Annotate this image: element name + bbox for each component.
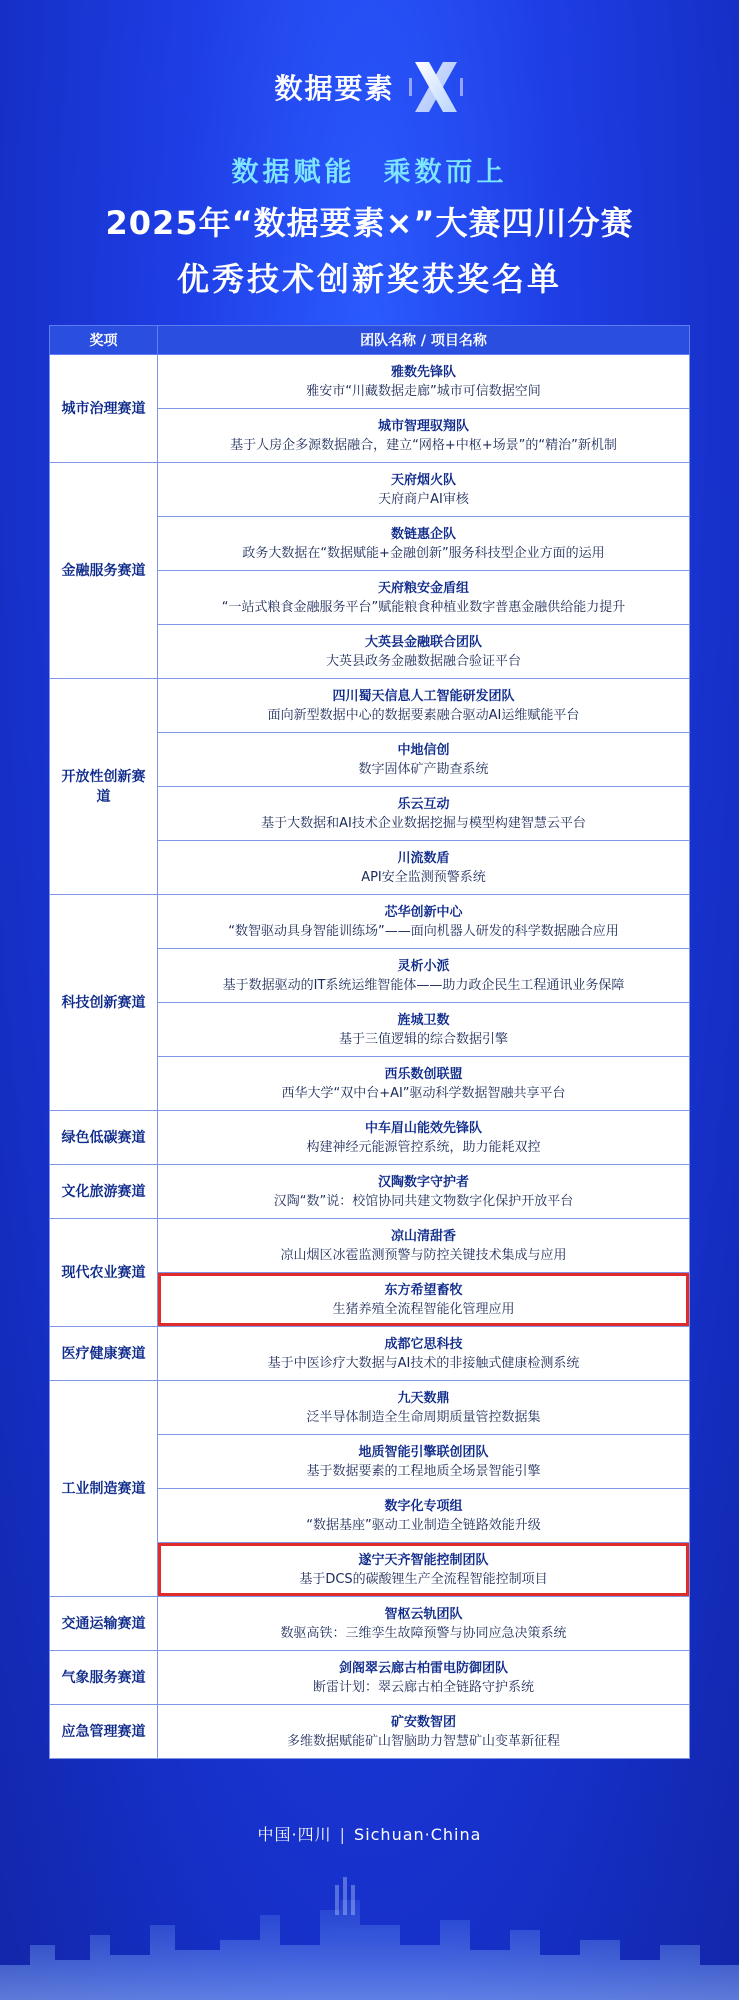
entry-cell [158, 625, 690, 679]
category-cell: 金融服务赛道 [50, 463, 158, 679]
entry-cell [158, 1435, 690, 1489]
entry-cell [158, 1705, 690, 1759]
project-name: 多维数据赋能矿山智脑助力智慧矿山变革新征程 [286, 1733, 560, 1749]
project-name: 基于人房企多源数据融合，建立“网格+中枢+场景”的“精治”新机制 [230, 437, 617, 453]
entry-cell [158, 787, 690, 841]
team-name: 芯华创新中心 [384, 904, 463, 920]
project-name: 基于数据驱动的IT系统运维智能体——助力政企民生工程通讯业务保障 [222, 977, 625, 993]
slogan-left: 数据赋能 [231, 157, 356, 188]
highlighted-entry-cell [158, 1543, 690, 1597]
project-name: 构建神经元能源管控系统，助力能耗双控 [306, 1139, 541, 1155]
logo-text: 数据要素 [274, 72, 395, 105]
team-name: 天府粮安金盾组 [377, 580, 469, 596]
entry-cell [158, 895, 690, 949]
table-row [50, 1219, 690, 1273]
project-name: 凉山烟区冰雹监测预警与防控关键技术集成与应用 [280, 1247, 567, 1263]
entry-cell [158, 1057, 690, 1111]
team-name: 西乐数创联盟 [384, 1066, 463, 1082]
table-row [50, 1165, 690, 1219]
team-name: 智枢云轨团队 [384, 1606, 463, 1622]
table-row [50, 895, 690, 949]
table-row [50, 1705, 690, 1759]
team-name: 地质智能引擎联创团队 [358, 1444, 489, 1460]
project-name: “一站式粮食金融服务平台”赋能粮食种植业数字普惠金融供给能力提升 [221, 599, 626, 615]
team-name: 数链惠企队 [390, 526, 456, 542]
table-row [50, 679, 690, 733]
x-multiply-icon [407, 58, 465, 116]
table-row [50, 1111, 690, 1165]
footer-separator: | [339, 1825, 347, 1844]
slogan [0, 150, 739, 189]
project-name: 生猪养殖全流程智能化管理应用 [332, 1301, 515, 1317]
entry-cell [158, 733, 690, 787]
footer-en: Sichuan·China [354, 1825, 482, 1844]
logo [0, 58, 739, 116]
project-name: “数据基座”驱动工业制造全链路效能升级 [306, 1517, 541, 1533]
team-name: 川流数盾 [397, 850, 450, 866]
table-row [50, 1597, 690, 1651]
col-award-header: 奖项 [50, 326, 158, 355]
project-name: 泛半导体制造全生命周期质量管控数据集 [306, 1409, 541, 1425]
category-cell: 气象服务赛道 [50, 1651, 158, 1705]
team-name: 城市智理驭翔队 [377, 418, 469, 434]
entry-cell [158, 1327, 690, 1381]
category-cell: 科技创新赛道 [50, 895, 158, 1111]
entry-cell [158, 355, 690, 409]
table-row [50, 1651, 690, 1705]
team-name: 东方希望畜牧 [384, 1282, 463, 1298]
team-name: 旌城卫数 [397, 1012, 450, 1028]
project-name: 基于三值逻辑的综合数据引擎 [338, 1031, 508, 1047]
category-cell: 工业制造赛道 [50, 1381, 158, 1597]
team-name: 四川蜀天信息人工智能研发团队 [332, 688, 515, 704]
footer-location [0, 1822, 739, 1845]
team-name: 成都它思科技 [384, 1336, 463, 1352]
entry-cell [158, 1111, 690, 1165]
category-cell: 开放性创新赛道 [50, 679, 158, 895]
entry-cell [158, 571, 690, 625]
entry-cell [158, 1651, 690, 1705]
project-name: API安全监测预警系统 [361, 869, 486, 885]
project-name: 断雷计划：翠云廊古柏全链路守护系统 [312, 1679, 534, 1695]
category-cell: 应急管理赛道 [50, 1705, 158, 1759]
team-name: 大英县金融联合团队 [364, 634, 482, 650]
slogan-right: 乘数而上 [383, 157, 508, 188]
category-cell: 城市治理赛道 [50, 355, 158, 463]
team-name: 灵析小派 [397, 958, 450, 974]
category-cell: 绿色低碳赛道 [50, 1111, 158, 1165]
category-cell: 交通运输赛道 [50, 1597, 158, 1651]
table-header-row [50, 326, 690, 355]
project-name: 政务大数据在“数据赋能+金融创新”服务科技型企业方面的运用 [242, 545, 605, 561]
project-name: 天府商户AI审核 [378, 491, 469, 507]
entry-cell [158, 679, 690, 733]
city-skyline-decoration [0, 1855, 739, 2000]
page-subtitle: 优秀技术创新奖获奖名单 [176, 260, 562, 298]
project-name: 面向新型数据中心的数据要素融合驱动AI运维赋能平台 [267, 707, 580, 723]
team-name: 雅数先锋队 [390, 364, 456, 380]
entry-cell [158, 1165, 690, 1219]
entry-cell [158, 1597, 690, 1651]
project-name: 雅安市“川藏数据走廊”城市可信数据空间 [306, 383, 541, 399]
entry-cell [158, 517, 690, 571]
entry-cell [158, 463, 690, 517]
entry-cell [158, 1381, 690, 1435]
category-cell: 医疗健康赛道 [50, 1327, 158, 1381]
team-name: 中车眉山能效先锋队 [364, 1120, 482, 1136]
project-name: 西华大学“双中台+AI”驱动科学数据智融共享平台 [281, 1085, 566, 1101]
page-title: 2025年“数据要素×”大赛四川分赛 [105, 204, 634, 242]
entry-cell [158, 409, 690, 463]
table-row [50, 463, 690, 517]
project-name: 基于大数据和AI技术企业数据挖掘与模型构建智慧云平台 [261, 815, 586, 831]
footer-cn: 中国·四川 [257, 1825, 332, 1844]
team-name: 汉陶数字守护者 [377, 1174, 469, 1190]
team-name: 矿安数智团 [390, 1714, 456, 1730]
team-name: 数字化专项组 [384, 1498, 463, 1514]
team-name: 天府烟火队 [390, 472, 456, 488]
category-cell: 文化旅游赛道 [50, 1165, 158, 1219]
entry-cell [158, 1489, 690, 1543]
entry-cell [158, 1003, 690, 1057]
project-name: 数字固体矿产勘查系统 [358, 761, 489, 777]
project-name: 数驱高铁：三维孪生故障预警与协同应急决策系统 [280, 1625, 567, 1641]
team-name: 遂宁天齐智能控制团队 [358, 1552, 489, 1568]
entry-cell [158, 841, 690, 895]
team-name: 凉山清甜香 [390, 1228, 456, 1244]
table-row [50, 1327, 690, 1381]
project-name: 基于数据要素的工程地质全场景智能引擎 [306, 1463, 541, 1479]
team-name: 乐云互动 [397, 796, 450, 812]
team-name: 九天数鼎 [397, 1390, 450, 1406]
entry-cell [158, 949, 690, 1003]
project-name: 基于DCS的碳酸锂生产全流程智能控制项目 [299, 1571, 548, 1587]
project-name: “数智驱动具身智能训练场”——面向机器人研发的科学数据融合应用 [228, 923, 619, 939]
entry-cell [158, 1219, 690, 1273]
table-row [50, 1381, 690, 1435]
category-cell: 现代农业赛道 [50, 1219, 158, 1327]
project-name: 汉陶“数”说：校馆协同共建文物数字化保护开放平台 [273, 1193, 574, 1209]
highlighted-entry-cell [158, 1273, 690, 1327]
col-team-header: 团队名称 / 项目名称 [158, 326, 690, 355]
project-name: 大英县政务金融数据融合验证平台 [325, 653, 521, 669]
team-name: 中地信创 [397, 742, 450, 758]
table-body [50, 355, 690, 1759]
team-name: 剑阁翠云廊古柏雷电防御团队 [338, 1660, 508, 1676]
project-name: 基于中医诊疗大数据与AI技术的非接触式健康检测系统 [267, 1355, 580, 1371]
table-row [50, 355, 690, 409]
award-table [49, 325, 690, 1759]
